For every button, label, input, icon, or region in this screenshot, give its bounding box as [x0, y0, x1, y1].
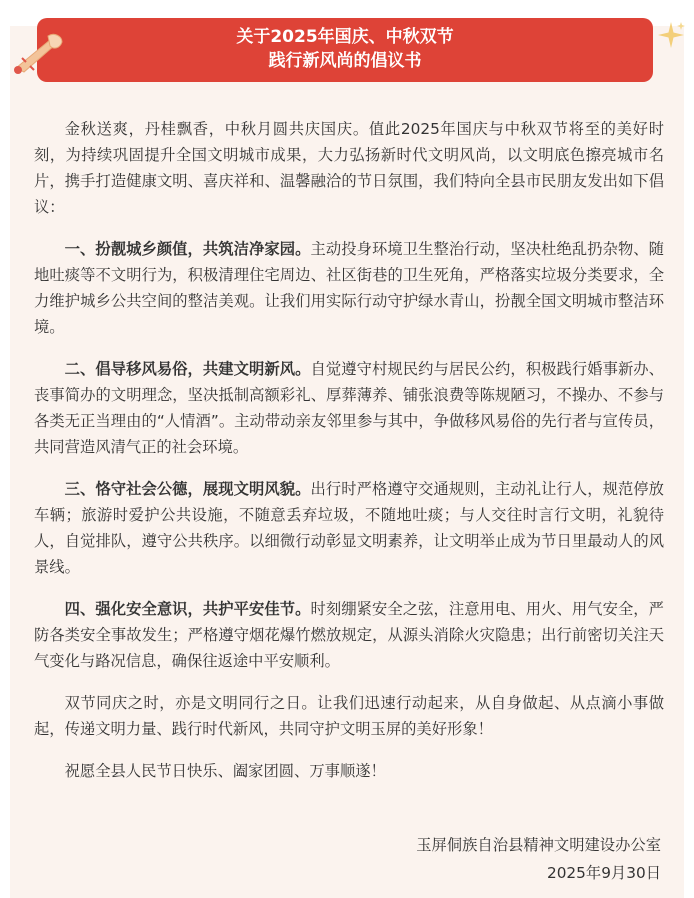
document-body	[34, 116, 664, 800]
initiative-text-2: 自觉遵守村规民约与居民公约，积极践行婚事新办、丧事简办的文明理念，坚决抵制高额彩礼、厚葬薄养、铺张浪费等陈规陋习，不操办、不参与各类无正当理由的“人情酒”。主动带动亲友邻里参与其中，争做移风易俗的先行者与宣传员，共同营造风清气正的社会环境。	[34, 360, 664, 456]
trumpet-icon	[10, 28, 64, 76]
initiative-heading-1: 一、扮靓城乡颜值，共筑洁净家园。	[64, 240, 311, 258]
title-line-2: 践行新风尚的倡议书	[268, 51, 422, 71]
intro-paragraph: 金秋送爽，丹桂飘香，中秋月圆共庆国庆。值此2025年国庆与中秋双节将至的美好时刻，为持续巩固提升全国文明城市成果，大力弘扬新时代文明风尚，以文明底色擦亮城市名片，携手打造健康文明、喜庆祥和、温馨融洽的节日氛围，我们特向全县市民朋友发出如下倡议：	[34, 120, 664, 216]
initiative-heading-3: 三、恪守社会公德，展现文明风貌。	[64, 480, 311, 498]
wish-paragraph: 祝愿全县人民节日快乐、阖家团圆、万事顺遂！	[64, 762, 386, 780]
initiative-paragraph-2	[34, 356, 664, 460]
title-banner	[37, 18, 653, 82]
closing-paragraph: 双节同庆之时，亦是文明同行之日。让我们迅速行动起来，从自身做起、从点滴小事做起，传递文明力量、践行时代新风，共同守护文明玉屏的美好形象！	[34, 694, 664, 738]
signature-org: 玉屏侗族自治县精神文明建设办公室	[416, 836, 661, 854]
initiative-paragraph-1	[34, 236, 664, 340]
initiative-text-4: 时刻绷紧安全之弦，注意用电、用火、用气安全，严防各类安全事故发生；严格遵守烟花爆竹燃放规定，从源头消除火灾隐患；出行前密切关注天气变化与路况信息，确保往返途中平安顺利。	[34, 600, 664, 670]
initiative-text-1: 主动投身环境卫生整治行动，坚决杜绝乱扔杂物、随地吐痰等不文明行为，积极清理住宅周边、社区街巷的卫生死角，严格落实垃圾分类要求，全力维护城乡公共空间的整洁美观。让我们用实际行动守护绿水青山，扮靓全国文明城市整洁环境。	[34, 240, 664, 336]
initiative-paragraph-4	[34, 596, 664, 674]
sparkle-icon	[656, 20, 686, 50]
initiative-heading-2: 二、倡导移风易俗，共建文明新风。	[64, 360, 311, 378]
initiative-text-3: 出行时严格遵守交通规则，主动礼让行人，规范停放车辆；旅游时爱护公共设施，不随意丢弃垃圾，不随地吐痰；与人交往时言行文明，礼貌待人，自觉排队，遵守公共秩序。以细微行动彰显文明素养，让文明举止成为节日里最动人的风景线。	[34, 480, 664, 576]
initiative-paragraph-3	[34, 476, 664, 580]
signature-date: 2025年9月30日	[546, 864, 661, 882]
initiative-heading-4: 四、强化安全意识，共护平安佳节。	[64, 600, 311, 618]
title-line-1: 关于2025年国庆、中秋双节	[236, 27, 454, 47]
